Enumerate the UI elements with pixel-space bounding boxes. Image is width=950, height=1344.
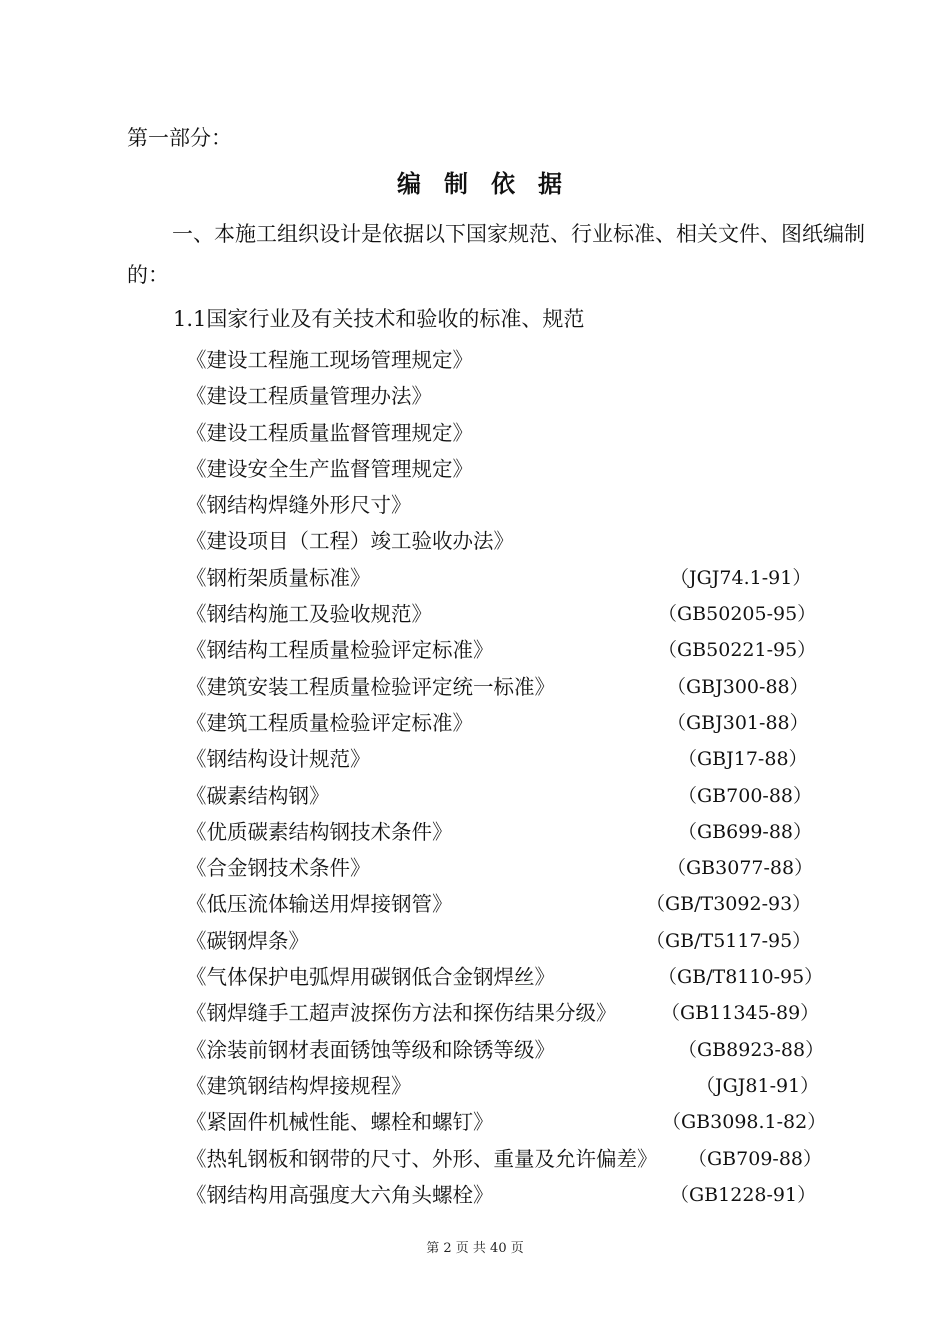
standard-item <box>186 1036 826 1072</box>
standard-item <box>186 818 826 854</box>
standard-item <box>186 1145 826 1181</box>
standard-code: （GB3077-88） <box>667 857 814 880</box>
standard-code: （GBJ17-88） <box>678 748 808 771</box>
standard-item <box>186 1108 826 1144</box>
standard-title: 《钢结构设计规范》 <box>186 747 371 772</box>
standard-item <box>186 1181 826 1217</box>
standard-code: （GB11345-89） <box>661 1002 820 1025</box>
standard-item <box>186 927 826 963</box>
standard-item <box>186 455 826 491</box>
intro-text: 一、本施工组织设计是依据以下国家规范、行业标准、相关文件、图纸编制的： <box>127 222 865 287</box>
intro-paragraph <box>127 214 867 296</box>
standard-title: 《钢结构工程质量检验评定标准》 <box>186 638 494 663</box>
page-footer: 第 2 页 共 40 页 <box>426 1241 524 1256</box>
standard-item <box>186 673 826 709</box>
standard-code: （GBJ300-88） <box>667 675 809 698</box>
standard-title: 《钢焊缝手工超声波探伤方法和探伤结果分级》 <box>186 1001 617 1026</box>
section-title: 编制依据 <box>397 169 585 198</box>
standard-code: （JGJ74.1-91） <box>670 566 812 589</box>
standard-title: 《建设工程质量监督管理规定》 <box>186 420 473 445</box>
standard-code: （GB50221-95） <box>658 639 817 662</box>
standard-title: 《紧固件机械性能、螺栓和螺钉》 <box>186 1110 494 1135</box>
standard-title: 《钢结构施工及验收规范》 <box>186 602 432 627</box>
standard-code: （GB/T5117-95） <box>646 929 812 952</box>
standard-title: 《建筑安装工程质量检验评定统一标准》 <box>186 674 555 699</box>
standard-code: （GB699-88） <box>678 820 813 843</box>
standard-title: 《钢桁架质量标准》 <box>186 565 371 590</box>
standard-item <box>186 491 826 527</box>
standard-item <box>186 709 826 745</box>
standard-title: 《建筑钢结构焊接规程》 <box>186 1073 412 1098</box>
standard-title: 《建设工程施工现场管理规定》 <box>186 348 473 372</box>
standard-code: （GB8923-88） <box>678 1038 825 1061</box>
standard-code: （JGJ81-91） <box>696 1074 820 1097</box>
standard-item <box>186 854 826 890</box>
standard-item <box>186 782 826 818</box>
standards-list <box>186 346 826 1217</box>
standard-title: 《钢结构用高强度大六角头螺栓》 <box>186 1182 494 1207</box>
standard-code: （GB3098.1-82） <box>662 1111 827 1134</box>
standard-title: 《气体保护电弧焊用碳钢低合金钢焊丝》 <box>186 965 555 990</box>
part-label: 第一部分： <box>127 126 232 150</box>
standard-title: 《优质碳素结构钢技术条件》 <box>186 819 453 844</box>
standard-title: 《建设工程质量管理办法》 <box>186 384 432 409</box>
standard-item <box>186 600 826 636</box>
standard-title: 《低压流体输送用焊接钢管》 <box>186 892 453 917</box>
standard-item <box>186 890 826 926</box>
standard-code: （GBJ301-88） <box>667 711 809 734</box>
standard-item <box>186 999 826 1035</box>
standard-code: （GB1228-91） <box>670 1183 817 1206</box>
standard-item <box>186 636 826 672</box>
standard-title: 《钢结构焊缝外形尺寸》 <box>186 493 412 518</box>
standard-item <box>186 963 826 999</box>
standard-title: 《涂装前钢材表面锈蚀等级和除锈等级》 <box>186 1037 555 1062</box>
standard-title: 《热轧钢板和钢带的尺寸、外形、重量及允许偏差》 <box>186 1146 658 1171</box>
standard-title: 《建筑工程质量检验评定标准》 <box>186 710 473 735</box>
standard-code: （GB709-88） <box>688 1147 823 1170</box>
standard-item <box>186 346 826 382</box>
subheading: 1.1国家行业及有关技术和验收的标准、规范 <box>173 307 585 331</box>
standard-item <box>186 745 826 781</box>
standard-title: 《碳素结构钢》 <box>186 783 330 808</box>
standard-code: （GB/T3092-93） <box>646 893 812 916</box>
standard-code: （GB/T8110-95） <box>658 966 824 989</box>
standard-item <box>186 527 826 563</box>
standard-title: 《建设项目（工程）竣工验收办法》 <box>186 529 514 554</box>
standard-item <box>186 564 826 600</box>
standard-item <box>186 1072 826 1108</box>
standard-item <box>186 382 826 418</box>
standard-code: （GB700-88） <box>678 784 813 807</box>
standard-title: 《建设安全生产监督管理规定》 <box>186 456 473 481</box>
standard-title: 《碳钢焊条》 <box>186 928 309 953</box>
standard-code: （GB50205-95） <box>658 603 817 626</box>
standard-title: 《合金钢技术条件》 <box>186 856 371 881</box>
standard-item <box>186 419 826 455</box>
